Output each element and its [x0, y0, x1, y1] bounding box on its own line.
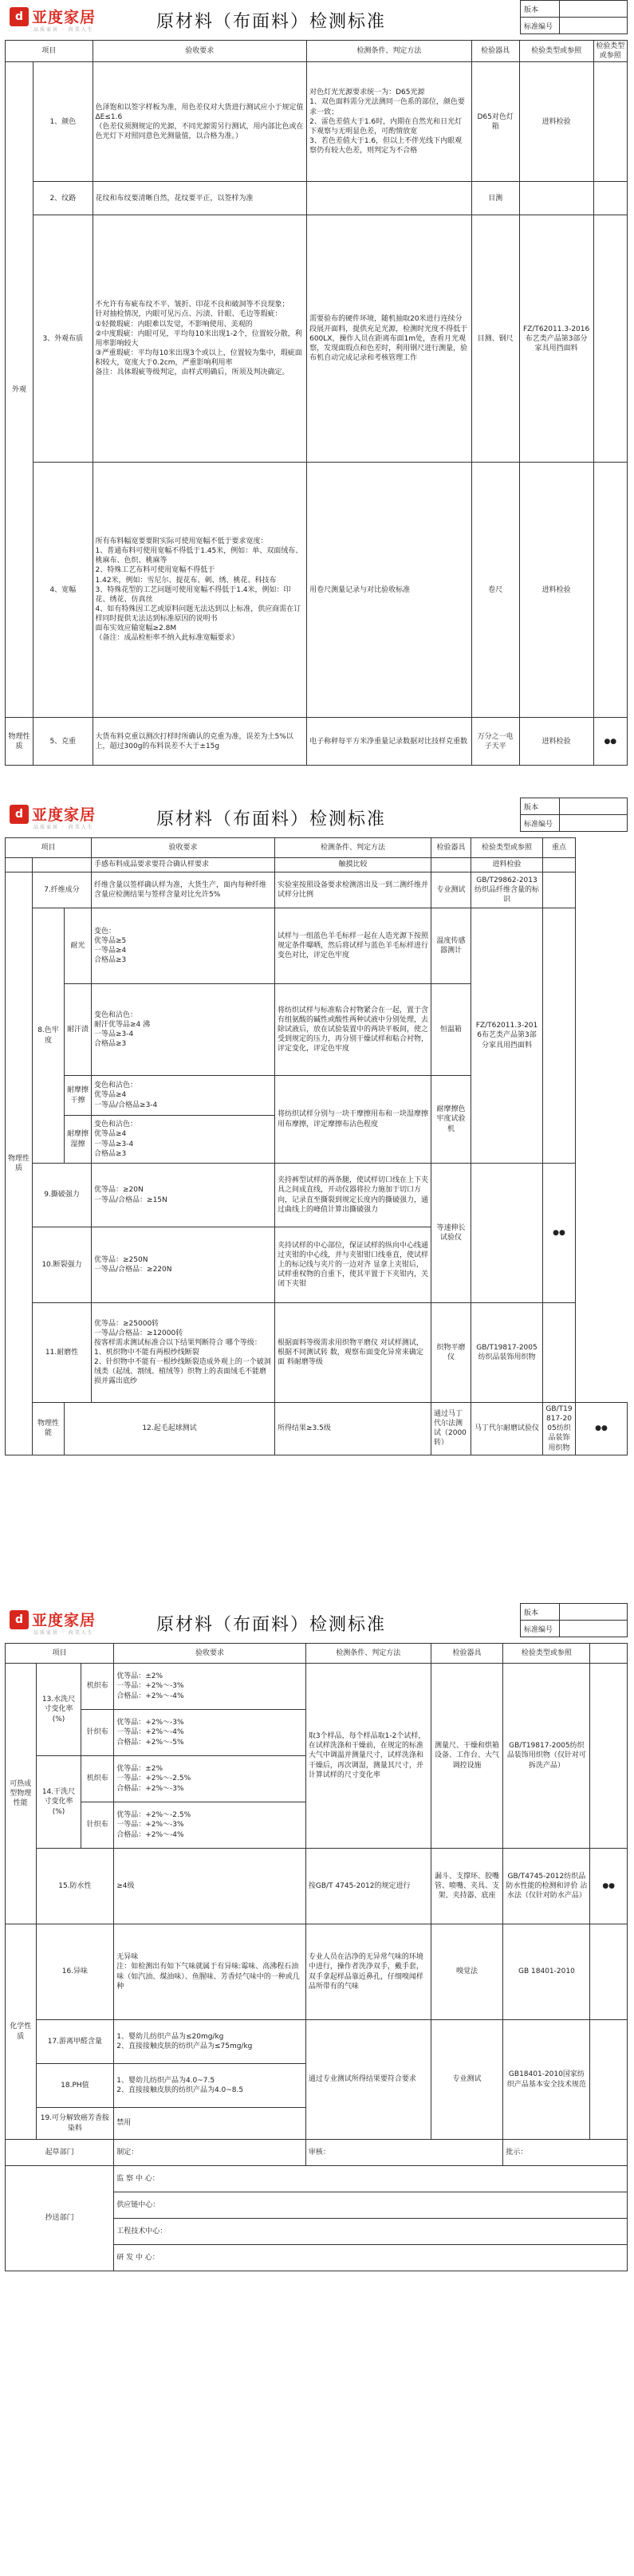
row-inst: 等速伸长试验仪	[431, 1164, 471, 1303]
row-insp: 进料检验	[519, 718, 593, 766]
col-extra: 检验类型或参照	[593, 41, 627, 62]
row-item: 9.撕破强力	[33, 1164, 92, 1227]
row-item: 7.纤维成分	[33, 872, 92, 908]
number-label: 标准编号	[521, 815, 560, 832]
brand-logo-icon: d	[10, 7, 29, 26]
col-project: 项目	[6, 41, 93, 62]
brand-tagline: 品质家居 · 尚美人生	[33, 1630, 94, 1636]
row-item: 8.色牢度	[33, 908, 65, 1164]
col-extra	[590, 1644, 628, 1664]
row-req: 变色： 优等品≥5 一等品≥4 合格品≥3	[92, 908, 275, 984]
col-conditions: 检测条件、判定方法	[305, 1644, 431, 1664]
col-inspection: 检验类型或参照	[503, 1644, 590, 1664]
col-inspection: 检验类型或参照	[519, 41, 593, 62]
row-cond: 触摸比较	[275, 858, 431, 872]
row-item: 15.防水性	[36, 1849, 114, 1924]
row-req: 无异味 注：如检测出有如下气味就属于有异味:霉味、高沸程石油味（如汽油、煤油味）、鱼腥味、芳香烃气味中的一种或几种	[114, 1924, 306, 2020]
table-row	[6, 1924, 628, 2020]
table-row	[6, 463, 628, 718]
row-insp: 进料检验	[519, 62, 593, 182]
row-extra	[590, 1924, 628, 2020]
table-header	[6, 41, 628, 62]
number-value	[560, 815, 628, 832]
col-conditions: 检测条件、判定方法	[275, 838, 431, 858]
drafting-dept-label: 起草部门	[6, 2140, 114, 2166]
row-insp: GB/T19817-2005纺织品装饰用织物	[471, 1303, 543, 1403]
row-extra	[590, 2020, 628, 2140]
row-cond: 夹持裤型试样的两条腿，使试样切口线在上下夹具之间成直线，开动仪器将拉力施加于切口方向，记录直至撕裂到规定长度内的撕破强力，通过曲线上的峰值计算出撕破强力	[275, 1164, 431, 1227]
table-row	[6, 1849, 628, 1924]
page-title: 原材料（布面料）检测标准	[156, 809, 387, 829]
table-row	[6, 2020, 628, 2064]
page-2	[5, 798, 628, 1455]
brand-logo-icon: d	[10, 1610, 29, 1629]
col-instrument: 检验器具	[431, 1644, 503, 1664]
row-cond: 实验室按照设备要求检测溶出及一到二测纤维并试样分比例	[275, 872, 431, 908]
row-cond	[307, 182, 472, 215]
table-header	[6, 1644, 628, 1664]
col-project: 项目	[6, 838, 92, 858]
row-insp: GB/T4745-2012纺织品防水性能的检测和评价 沾水法（仅针对防水产品）	[503, 1849, 590, 1924]
row-sub: 耐光	[65, 908, 92, 984]
row-inst: 织物平磨仪	[431, 1303, 471, 1403]
row-req: 不允许有布疵布纹不平、皱折、印花不良和破洞等不良现象； 针对抽检情况，内眼可见污点、污渍、针眼、毛边等瑕疵： ①轻微瑕疵：内眼难以发觉，不影响使用、美观的 ②中度瑕疵：内眼可见，平均每10米出现1-2个，位置较分散，利用率影响较大 ③严重瑕疵：平均每10米出现3个或以上，位置较为集中，瑕疵面积较大，宽度大于0.2cm，严重影响利用率 备注：具体瑕疵等级判定，由样式明确后，所须及判决确定。	[93, 215, 307, 463]
col-requirement: 验收要求	[93, 41, 307, 62]
row-extra	[593, 182, 627, 215]
row-item: 2、纹路	[33, 182, 93, 215]
row-sub: 耐摩擦湿擦	[65, 1116, 92, 1164]
col-instrument: 检验器具	[431, 838, 471, 858]
copy-item: 供应链中心：	[114, 2192, 628, 2219]
row-inst: 测量尺、干燥和烘箱设备、工作台、大气调控设施	[431, 1664, 503, 1849]
version-label: 版本	[521, 798, 560, 815]
version-label: 版本	[521, 1, 560, 18]
row-insp: 进料检验	[519, 463, 593, 718]
row-inst: 目测	[471, 182, 519, 215]
group-label: 可热成型物理性能	[6, 1664, 37, 1924]
row-insp: 进料检验	[471, 858, 543, 872]
row-item: 17.游离甲醛含量	[36, 2020, 114, 2064]
row-inst: 专业测试	[431, 872, 471, 908]
row-req: 花纹和布纹要清晰自然，花纹要平正，以签样为准	[93, 182, 307, 215]
row-item: 19.可分解致癌芳香胺染料	[36, 2108, 114, 2140]
table-row	[6, 908, 628, 984]
row-item	[33, 858, 92, 872]
table-row	[6, 215, 628, 463]
meta-table	[520, 798, 628, 832]
version-value	[560, 1604, 628, 1621]
row-insp: FZ/T62011.3-2016布艺类产品第3部分家具用挡面料	[519, 215, 593, 463]
row-inst: 卷尺	[471, 463, 519, 718]
row-item: 11.耐磨性	[33, 1303, 92, 1403]
row-inst: 万分之一电子天平	[471, 718, 519, 766]
row-inst: 漏斗、支撑环、胶嘴管、喷嘴、夹具、支架、夹持器、底座	[431, 1849, 503, 1924]
spec-table-3	[5, 1643, 628, 2271]
row-group	[6, 858, 33, 872]
row-req: 优等品：≥25000转 一等品/合格品：≥12000转 按客样需求测试标准合以下结果判断符合 哪个等级： 1、机织物中不能有两根纱线断裂 2、针织物中不能有一根纱线断裂造成外观上的一个破洞 绒类（起绒、割绒、植绒等）织物上的表面绒毛不能磨损并露出底纱	[92, 1303, 275, 1403]
row-extra	[593, 463, 627, 718]
row-item: 12.起毛起球测试	[65, 1403, 275, 1455]
group-label: 外观	[6, 62, 33, 718]
row-req: 优等品：+2%～-2.5% 一等品：+2%～-3% 合格品：+2%～-4%	[114, 1802, 306, 1849]
page-header	[5, 0, 628, 40]
row-insp	[519, 182, 593, 215]
brand-logo-icon: d	[10, 805, 29, 824]
row-cond: 取3个样品，每个样品取1-2个试样，在试样洗涤和干燥前，在规定的标准大气中调温并测量尺寸，试样洗涤和干燥后，再次调湿，测量其尺寸，并计算试样的尺寸变化率	[305, 1664, 431, 1849]
number-label: 标准编号	[521, 1621, 560, 1637]
row-inst: D65对色灯箱	[471, 62, 519, 182]
group-label: 物理性质	[6, 718, 33, 766]
page-header	[5, 798, 628, 837]
row-insp: GB 18401-2010	[503, 1924, 590, 2020]
brand-tagline: 品质家居 · 尚美人生	[33, 825, 94, 830]
brand-name: 亚度家居	[32, 9, 96, 26]
row-item: 3、外观布质	[33, 215, 93, 463]
row-cond: 用卷尺测量记录与对比验收标准	[307, 463, 472, 718]
row-cond: 根据面料等级需求用织物平磨仪 对试样测试，根据不同测试转 数，观察布面变化异常来确定面 料耐磨等级	[275, 1303, 431, 1403]
table-row	[6, 1303, 628, 1403]
table-row	[6, 62, 628, 182]
spec-table-2	[5, 837, 628, 1455]
brand-name: 亚度家居	[32, 1612, 96, 1629]
row-item: 14.干洗尺寸变化率(%)	[36, 1756, 81, 1849]
row-req: 大货布料克重以测次打样时所确认的克重为准，误差为土5%以上，超过300g的布料误差不大于±15g	[93, 718, 307, 766]
row-item: 13.水洗尺寸变化率(%)	[36, 1664, 81, 1756]
row-req: 色泽饱和以签字样板为准，用色差仪对大货进行测试应小于规定值ΔE≤1.6 （色差仪须测规定的光源，不同光源需另行测试，用内部比色或在色光灯下对照同意色光测量值，以合格为准。）	[93, 62, 307, 182]
number-value	[560, 1621, 628, 1637]
brand-tagline: 品质家居 · 尚美人生	[33, 27, 94, 33]
group-label: 物理性质	[6, 872, 33, 1455]
col-requirement: 验收要求	[114, 1644, 306, 1664]
col-instrument: 检验器具	[471, 41, 519, 62]
row-item: 10.断裂强力	[33, 1227, 92, 1303]
version-label: 版本	[521, 1604, 560, 1621]
row-req: 纤维含量以签样确认样为准，大货生产，面内每种纤维含量应检测结果与签样含量对比允许5%	[92, 872, 275, 908]
col-conditions: 检测条件、判定方法	[307, 41, 472, 62]
row-sub: 耐摩擦干擦	[65, 1076, 92, 1116]
row-sub: 机织布	[81, 1664, 114, 1710]
col-extra: 重点	[543, 838, 576, 858]
row-req: 禁用	[114, 2108, 306, 2140]
table-row	[6, 1164, 628, 1227]
table-row	[6, 858, 628, 872]
row-req: 所有布料幅宽要要附实际可使用宽幅不低于要求宽度： 1、普通布料可使用宽幅不得低于1.45米，例如：单、双面绒布、桃麻布、色织、桃麻等 2、特殊工艺布料可使用宽幅不得低于 1.42米，例如：雪尼尔、提花布、刺、绣、桃花、科技布 3、特殊花型的工艺问题可使用宽幅不得低于1.4米，例如：印花、绣花、仿真丝 4、如有特殊因工艺或原料问题无法达到以上标准，供应商需在订样同时提供无法达到标准原因的说明书 面布实效应输宽幅≥2.8M （备注：成品检柜率不纳入此标准宽幅要求）	[93, 463, 307, 718]
row-cond: 试样与一组蓝色羊毛标样一起在人造光源下按照规定条件曝晒，然后将试样与蓝色羊毛标样进行变色对比，评定色牢度	[275, 908, 431, 984]
row-inst	[431, 858, 471, 872]
copy-dept-label: 抄送部门	[6, 2166, 114, 2271]
page-1	[5, 0, 628, 766]
approve-label: 批示：	[503, 2140, 628, 2166]
row-inst: 目测、钢尺	[471, 215, 519, 463]
row-req: 优等品：+2%～-3% 一等品：+2%～-4% 合格品：+2%～-5%	[114, 1710, 306, 1756]
row-sub: 针织布	[81, 1710, 114, 1756]
row-cond: 通过马丁代尔法测试（2000转）	[431, 1403, 471, 1455]
row-extra	[593, 62, 627, 182]
row-cond: 按GB/T 4745-2012的规定进行	[305, 1849, 431, 1924]
row-extra: ●●	[576, 1403, 628, 1455]
table-row	[6, 1664, 628, 1710]
meta-table	[520, 0, 628, 34]
row-extra	[543, 908, 576, 1164]
row-req: 优等品：±2% 一等品：+2%～-2.5% 合格品：+2%～-3%	[114, 1756, 306, 1802]
row-cond: 将纺织试样分别与一块干摩擦用布和一块湿摩擦用布摩擦，评定摩擦布沾色程度	[275, 1076, 431, 1164]
row-sub: 耐汗渍	[65, 984, 92, 1076]
row-item: 5、克重	[33, 718, 93, 766]
row-req: 1、婴幼儿纺织产品为4.0~7.5 2、直接接触皮肤的纺织产品为4.0~8.5	[114, 2064, 306, 2108]
row-insp: FZ/T62011.3-2016布艺类产品第3部分家具用挡面料	[471, 908, 543, 1164]
version-value	[560, 798, 628, 815]
row-cond: 夹持试样的中心部位，保证试样的纵向中心线通过夹钳的中心线，并与夹钳钳口线垂直，使试样上的标记线与夹片的一边对齐 显拿上夹钳后，试样重权物的自重下，使其平置于下夹钳内，关闭下夹钳	[275, 1227, 431, 1303]
row-req: 所得结果≥3.5级	[275, 1403, 431, 1455]
row-inst: 马丁代尔耐磨试验仪	[471, 1403, 543, 1455]
table-row	[6, 182, 628, 215]
row-extra	[590, 1664, 628, 1849]
row-req: 1、婴幼儿纺织产品为≤20mg/kg 2、直接接触皮肤的纺织产品为≤75mg/kg	[114, 2020, 306, 2064]
row-insp: GB/T29862-2013纺织品纤维含量的标识	[471, 872, 543, 908]
copy-row	[6, 2166, 628, 2192]
table-row	[6, 1403, 628, 1455]
row-insp: GB/T19817-2005纺织品装饰用织物	[543, 1403, 576, 1455]
prepare-label: 制定：	[114, 2140, 306, 2166]
row-extra	[543, 1303, 576, 1403]
row-inst: 温度传感器测计	[431, 908, 471, 984]
row-extra: ●●	[590, 1849, 628, 1924]
row-item: 18.PH值	[36, 2064, 114, 2108]
meta-table	[520, 1603, 628, 1637]
row-req: 手感布料成品要求要符合确认样要求	[92, 858, 275, 872]
page-3	[5, 1603, 628, 2271]
row-req: 优等品：±2% 一等品：+2%～-3% 合格品：+2%～-4%	[114, 1664, 306, 1710]
row-cond: 专业人员在洁净的无异常气味的环境中进行，操作者洗净双手，戴手套，双手拿起样品靠近鼻孔，仔细嗅闻样品所带有的气味	[305, 1924, 431, 2020]
row-inst: 嗅觉法	[431, 1924, 503, 2020]
copy-item: 监 察 中 心：	[114, 2166, 628, 2192]
row-extra: ●●	[543, 1164, 576, 1303]
page-header	[5, 1603, 628, 1643]
col-project: 项目	[6, 1644, 114, 1664]
group-label: 物理性能	[33, 1403, 65, 1455]
table-header	[6, 838, 628, 858]
version-value	[560, 1, 628, 18]
table-row	[6, 718, 628, 766]
brand-name: 亚度家居	[32, 806, 96, 824]
row-extra	[593, 215, 627, 463]
row-req: 优等品：≥20N 一等品/合格品：≥15N	[92, 1164, 275, 1227]
col-requirement: 验收要求	[92, 838, 275, 858]
row-req: 变色和沾色： 优等品≥4 一等品≥3-4 合格品≥3	[92, 1116, 275, 1164]
row-inst: 恒温箱	[431, 984, 471, 1076]
copy-item: 研 发 中 心：	[114, 2245, 628, 2271]
row-inst: 专业测试	[431, 2020, 503, 2140]
row-insp: GB18401-2010国家纺织产品基本安全技术规范	[503, 2020, 590, 2140]
table-row	[6, 872, 628, 908]
row-req: 变色和沾色： 优等品≥4 一等品/合格品≥3-4	[92, 1076, 275, 1116]
row-req: 变色和沾色： 耐汗优等品≥4 沸 一等品≥3-4 合格品≥3	[92, 984, 275, 1076]
row-item: 16.异味	[36, 1924, 114, 2020]
row-req: 优等品：≥250N 一等品/合格品：≥220N	[92, 1227, 275, 1303]
copy-item: 工程技术中心：	[114, 2219, 628, 2245]
row-cond: 需要验布的硬件环境，随机抽取20米进行连续分段展开面料，提供充足光源，检测时光度不得低于600LX，操作人员在距离布面1m处，查看月光观察，发现面瑕点和色差时，利用钢尺进行测量，验布机自动完成记录和考核管理工作	[307, 215, 472, 463]
row-cond: 对色灯光光源要求统一为：D65光源 1、双色面料需分光法测同一色系的部位，颜色要求一致； 2、雷色差值大于1.6时，内期在自然光和日光灯下观察与无明显色差，可酌情放宽 3、若色差值大于1.6，但以上不伴光线下内眼观察仍有较大色差，则判定为不合格	[307, 62, 472, 182]
row-sub: 针织布	[81, 1802, 114, 1849]
row-item: 4、宽幅	[33, 463, 93, 718]
row-item: 1、颜色	[33, 62, 93, 182]
row-cond: 通过专业测试所得结果要符合要求	[305, 2020, 431, 2140]
row-insp: GB/T19817-2005纺织品装饰用织物（仅针对可拆洗产品）	[503, 1664, 590, 1849]
col-inspection: 检验类型或参照	[471, 838, 543, 858]
row-extra: ●●	[593, 718, 627, 766]
row-cond: 将纺织试样与标准粘合衬物紧合在一起，置于含有组氨酸的碱性或酸性两种试液中分别处理，去除试液后，放在试验装置中的两块平板间，使之受到规定的压力，再分别干燥试样和粘合衬物，评定变化，评定色牢度	[275, 984, 431, 1076]
page-title: 原材料（布面料）检测标准	[156, 12, 387, 32]
number-label: 标准编号	[521, 18, 560, 34]
row-inst: 耐摩擦色牢度试验机	[431, 1076, 471, 1164]
page-title: 原材料（布面料）检测标准	[156, 1615, 387, 1635]
group-label: 化学性质	[6, 1924, 37, 2140]
row-cond: 电子称秤每平方米净重量记录数据对比技样克重数	[307, 718, 472, 766]
row-sub: 机织布	[81, 1756, 114, 1802]
review-label: 审核：	[305, 2140, 503, 2166]
footer-row	[6, 2140, 628, 2166]
spec-table-1	[5, 40, 628, 766]
row-insp	[471, 1164, 543, 1303]
row-extra	[543, 872, 576, 908]
number-value	[560, 18, 628, 34]
row-extra	[543, 858, 576, 872]
row-req: ≥4级	[114, 1849, 306, 1924]
